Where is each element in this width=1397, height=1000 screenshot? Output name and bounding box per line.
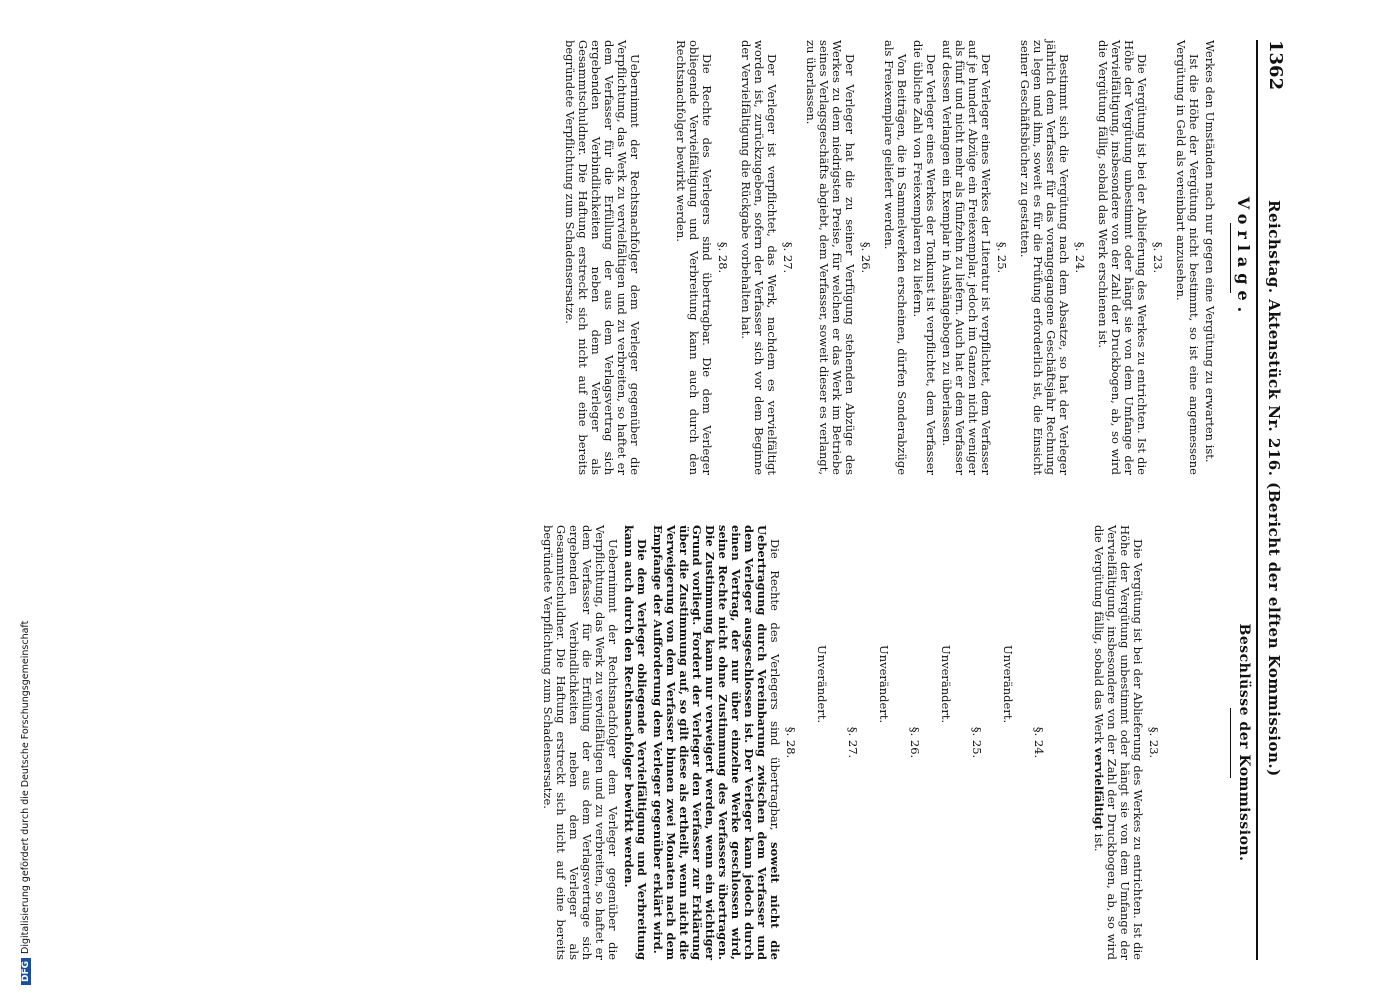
- section-heading: §. 25.: [995, 241, 1009, 274]
- column-vorlage: [560, 40, 1253, 475]
- status-unchanged: Unverändert.: [815, 645, 829, 724]
- dfg-logo: DFG: [21, 958, 31, 985]
- section-heading: §. 28.: [716, 241, 730, 274]
- paragraph: Von Beiträgen, die in Sammelwerken erscheinen, dürfen Sonderabzüge als Freiexemplare geliefert werden.: [882, 40, 909, 475]
- paragraph: Werkes den Umständen nach nur gegen eine Vergütung zu erwarten ist.: [1203, 40, 1217, 463]
- section-heading: §. 27.: [846, 726, 860, 759]
- section-heading: §. 26.: [908, 726, 922, 759]
- section-heading: §. 28.: [784, 726, 798, 759]
- footer-credit: [20, 621, 31, 985]
- section-heading: §. 26.: [859, 241, 873, 274]
- text-run: Die Vergütung ist bei der Ablieferung des Werkes zu entrichten. Ist die Höhe der Vergütung unbestimmt oder hängt sie von dem Umfange der Vervielfältigung, insbesondere von der Zahl der Druckbogen, ab, so wird die Vergütung fällig, sobald das Werk: [1092, 525, 1145, 960]
- text-run-changed: vervielfältigt: [1092, 747, 1106, 831]
- text-run: ist.: [1092, 830, 1106, 852]
- paragraph: Der Verleger ist verpflichtet, das Werk, nachdem es vervielfältigt worden ist, zurückzugeben, sofern der Verfasser sich vor dem Beginne der Vervielfältigung die Rückgabe vorbehalten hat.: [739, 40, 779, 475]
- section-heading: §. 23.: [1151, 241, 1165, 274]
- page-header-title: Reichstag. Aktenstück Nr. 216. (Bericht der elften Kommission.): [1265, 200, 1283, 777]
- status-unchanged: Unverändert.: [1001, 645, 1015, 724]
- page-number: 1362: [1265, 40, 1286, 91]
- title-rule: [1230, 223, 1231, 293]
- title-rule: [1230, 708, 1231, 778]
- status-unchanged: Unverändert.: [877, 645, 891, 724]
- paragraph: Die Vergütung ist bei der Ablieferung des Werkes zu entrichten. Ist die Höhe der Vergütung unbestimmt oder hängt sie von dem Umfange der Vervielfältigung, insbesondere von der Zahl der Druckbogen, ab, so wird die Vergütung fällig, sobald das Werk erschienen ist.: [1096, 40, 1149, 475]
- paragraph: Der Verleger eines Werkes der Tonkunst ist verpflichtet, dem Verfasser die übliche Zahl von Freiexemplaren zu liefern.: [911, 40, 938, 475]
- section-heading: §. 24.: [1073, 241, 1087, 274]
- status-unchanged: Unverändert.: [939, 645, 953, 724]
- page-header: [1256, 40, 1286, 960]
- section-heading: §. 23.: [1147, 726, 1161, 759]
- paragraph: Der Verleger eines Werkes der Literatur ist verpflichtet, dem Verfasser auf je hundert Abzüge ein Freiexemplar, jedoch im Ganzen nicht weniger als fünf und nicht mehr als fünfzehn zu liefern. Auch hat er dem Verfasser auf dessen Verlangen ein Exemplar in Aushängebogen zu überlassen.: [940, 40, 993, 475]
- paragraph: Ist die Höhe der Vergütung nicht bestimmt, so ist eine angemessene Vergütung in Geld als vereinbart anzusehen.: [1174, 40, 1201, 475]
- column-beschluesse: [538, 525, 1250, 960]
- column-title-vorlage: Vorlage.: [1234, 196, 1253, 319]
- section-heading: §. 24.: [1032, 726, 1046, 759]
- paragraph: Die dem Verleger obliegende Vervielfältigung und Verbreitung kann auch durch den Rechtsnachfolger bewirkt werden.: [622, 525, 649, 960]
- paragraph: [1092, 525, 1144, 960]
- footer-text: Digitalisierung gefördert durch die Deutsche Forschungsgemeinschaft: [20, 620, 31, 954]
- paragraph: Der Verleger hat die zu seiner Verfügung stehenden Abzüge des Werkes zu dem niedrigsten Preise, für welchen er das Werk im Betriebe seines Verlagsgeschäfts abgiebt, dem Verfasser, soweit dieser es verlangt, zu überlassen.: [804, 40, 857, 475]
- section-heading: §. 25.: [970, 726, 984, 759]
- paragraph: Die Rechte des Verlegers sind übertragbar. Die dem Verleger obliegende Vervielfältigung und Verbreitung kann auch durch den Rechtsnachfolger bewirkt werden.: [674, 40, 714, 475]
- text-run: Die Rechte des Verlegers sind übertragbar,: [768, 539, 782, 843]
- section-heading: §. 27.: [781, 241, 795, 274]
- paragraph: Uebernimmt der Rechtsnachfolger dem Verleger gegenüber die Verpflichtung, das Werk zu vervielfältigen und zu verbreiten, so haftet er dem Verfasser für die Erfüllung der aus dem Verlagsvertrag sich ergebenden Verbindlichkeiten neben dem Verleger als Gesammtschuldner. Die Haftung erstreckt sich nicht auf eine bereits begründete Verpflichtung zum Schadensersatze.: [563, 40, 642, 475]
- paragraph: Uebernimmt der Rechtsnachfolger dem Verleger gegenüber die Verpflichtung, das Werk zu vervielfältigen und zu verbreiten, so haftet er dem Verfasser für die Erfüllung der aus dem Verlagsvertrage sich ergebenden Verbindlichkeiten neben dem Verleger als Gesammtschuldner. Die Haftung erstreckt sich nicht auf eine bereits begründete Verpflichtung zum Schadensersatze.: [541, 525, 620, 960]
- text-run-changed: soweit nicht die Uebertragung durch Vereinbarung zwischen dem Verfasser und dem Verleger ausgeschlossen ist. Der Verleger kann jedoch durch einen Vertrag, der nur über einzelne Werke geschlossen wird, seine Rechte nicht ohne Zustimmung des Verfassers übertragen. Die Zustimmung kann nur verweigert werden, wenn ein wichtiger Grund vorliegt. Fordert der Verleger den Verfasser zur Erklärung über die Zustimmung auf, so gilt diese als ertheilt, wenn nicht die Verweigerung von dem Verfasser binnen zwei Monaten nach dem Empfange der Aufforderung dem Verleger gegenüber erklärt wird.: [651, 525, 782, 960]
- paragraph: [651, 525, 781, 960]
- column-title-beschluesse: Beschlüsse der Kommission.: [1236, 623, 1252, 862]
- paragraph: Bestimmt sich die Vergütung nach dem Absatze, so hat der Verleger jährlich dem Verfasser für das vorangegangene Geschäftsjahr Rechnung zu legen und ihm, soweit es für die Prüfung erforderlich ist, die Einsicht seiner Geschäftsbücher zu gestatten.: [1018, 40, 1071, 475]
